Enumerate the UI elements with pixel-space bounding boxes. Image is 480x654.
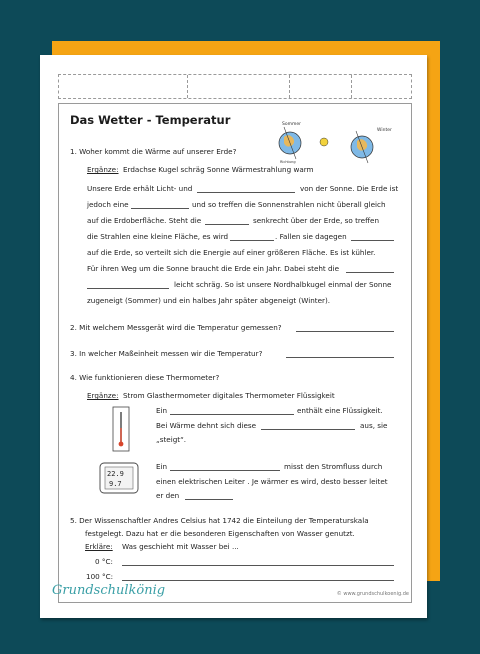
q1-text-7b: leicht schräg. So ist unsere Nordhalbkugel einmal der Sonne xyxy=(174,280,392,289)
q3-question: 3. In welcher Maßeinheit messen wir die Temperatur? xyxy=(70,349,263,358)
q4-a3: „steigt“. xyxy=(156,435,187,444)
q1-blank-2[interactable] xyxy=(131,208,189,209)
q5-line-1: 5. Der Wissenschaftler Andres Celsius hat 1742 die Einteilung der Temperaturskala xyxy=(70,516,369,525)
q4-a1b: enthält eine Flüssigkeit. xyxy=(297,406,383,415)
q5-erklaere-label: Erkläre: xyxy=(85,542,113,551)
brand-logo: Grundschulkönig xyxy=(52,583,166,598)
footer-site: © www.grundschulkoenig.de xyxy=(336,591,409,597)
q5-erklaere-text: Was geschieht mit Wasser bei ... xyxy=(122,542,239,551)
q4-b2: einen elektrischen Leiter . Je wärmer es wird, desto besser leitet xyxy=(156,477,388,486)
q1-blank-7[interactable] xyxy=(87,288,169,289)
q3-answer-line[interactable] xyxy=(286,357,394,358)
q4-b1b: misst den Stromfluss durch xyxy=(284,462,383,471)
header-box xyxy=(58,74,412,99)
display-bottom-value: 9.7 xyxy=(109,480,122,488)
q4-a1a: Ein xyxy=(156,406,168,415)
q1-text-1b: von der Sonne. Die Erde ist xyxy=(300,184,399,193)
q1-blank-1[interactable] xyxy=(197,192,295,193)
q1-blank-6[interactable] xyxy=(346,272,394,273)
q5-line-2: festgelegt. Dazu hat er die besonderen Eigenschaften von Wasser genutzt. xyxy=(85,529,355,538)
q1-text-3: auf die Erdoberfläche. Steht die xyxy=(87,216,202,225)
q1-word-bank: Erdachse Kugel schräg Sonne Wärmestrahlung warm xyxy=(123,165,314,174)
display-top-value: 22.9 xyxy=(107,470,124,478)
q1-text-4b: . Fallen sie dagegen xyxy=(275,232,347,241)
glass-thermometer-icon xyxy=(106,406,136,452)
q4-word-bank: Strom Glasthermometer digitales Thermometer Flüssigkeit xyxy=(123,391,335,400)
q1-text-3b: senkrecht über der Erde, so treffen xyxy=(253,216,380,225)
worksheet xyxy=(40,55,427,618)
q1-text-6: Für ihren Weg um die Sonne braucht die Erde ein Jahr. Dabei steht die xyxy=(87,264,340,273)
svg-text:Richtung: Richtung xyxy=(280,160,296,164)
q5-zero-answer-line[interactable] xyxy=(122,565,394,566)
q1-text-8: zugeneigt (Sommer) und ein halbes Jahr später abgeneigt (Winter). xyxy=(87,296,331,305)
q1-text-1a: Unsere Erde erhält Licht- und xyxy=(87,184,193,193)
q1-blank-3[interactable] xyxy=(205,224,249,225)
svg-text:Sommer: Sommer xyxy=(282,122,301,127)
q4-b3: er den xyxy=(156,491,180,500)
q5-zero-label: 0 °C: xyxy=(95,557,113,566)
q2-question: 2. Mit welchem Messgerät wird die Temperatur gemessen? xyxy=(70,323,282,332)
q2-answer-line[interactable] xyxy=(296,331,394,332)
q4-blank-1[interactable] xyxy=(170,414,294,415)
q1-ergaenze-label: Ergänze: xyxy=(87,165,119,174)
q4-b1a: Ein xyxy=(156,462,168,471)
q1-text-2a: jedoch eine xyxy=(87,200,129,209)
q1-blank-4[interactable] xyxy=(230,240,274,241)
q4-ergaenze-label: Ergänze: xyxy=(87,391,119,400)
q5-hundred-answer-line[interactable] xyxy=(122,580,394,581)
page-title: Das Wetter - Temperatur xyxy=(70,113,231,127)
q4-blank-3[interactable] xyxy=(170,470,280,471)
q1-blank-5[interactable] xyxy=(351,240,394,241)
seasons-illustration xyxy=(262,117,412,167)
q1-text-2b: und so treffen die Sonnenstrahlen nicht überall gleich xyxy=(192,200,386,209)
q5-hundred-label: 100 °C: xyxy=(86,572,114,581)
q4-question: 4. Wie funktionieren diese Thermometer? xyxy=(70,373,220,382)
q4-blank-2[interactable] xyxy=(261,429,355,430)
q4-blank-4[interactable] xyxy=(185,499,233,500)
q1-question: 1. Woher kommt die Wärme auf unserer Erde? xyxy=(70,147,237,156)
q4-a2a: Bei Wärme dehnt sich diese xyxy=(156,421,257,430)
q1-text-5: auf die Erde, so verteilt sich die Energie auf einer größeren Fläche. Es ist kühler. xyxy=(87,248,376,257)
q1-text-4a: die Strahlen eine kleine Fläche, es wird xyxy=(87,232,229,241)
digital-thermometer-icon xyxy=(99,461,139,495)
svg-text:Winter: Winter xyxy=(377,128,392,133)
q4-a2b: aus, sie xyxy=(360,421,388,430)
